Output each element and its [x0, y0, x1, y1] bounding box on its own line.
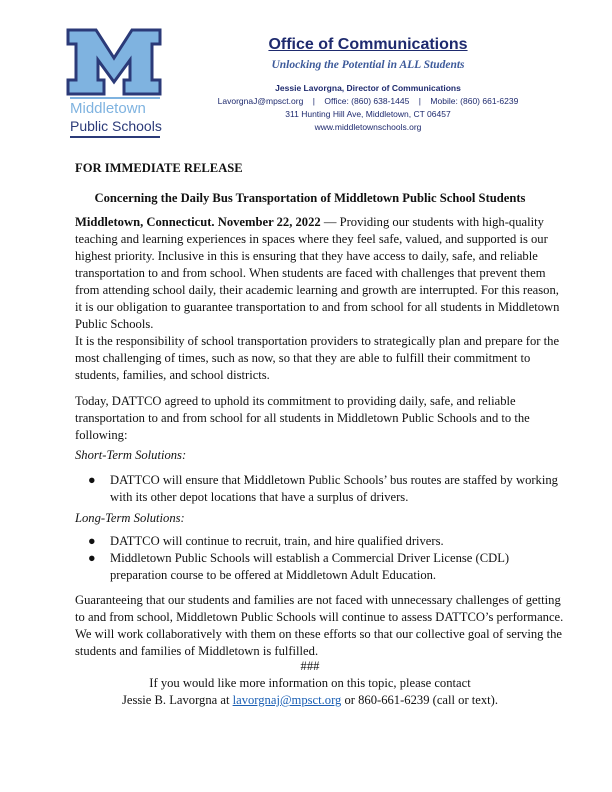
- text-line: students, families, and school districts.: [75, 368, 270, 382]
- text-line: following:: [75, 428, 128, 442]
- office-title: Office of Communications: [268, 36, 468, 53]
- logo-text-middletown: Middletown: [70, 100, 146, 117]
- text-line: Today, DATTCO agreed to uphold its commitment to providing daily, safe, and reliable: [75, 394, 516, 408]
- bullet-item: [88, 533, 548, 550]
- text-line: transportation to and from school. When students are faced with challenges that prevent them: [75, 266, 546, 280]
- paragraph-1: [75, 214, 560, 333]
- text-line: students and families of Middletown is fulfilled.: [75, 644, 319, 658]
- contact-line: LavorgnaJ@mpsct.org | Office: (860) 638-1445 | Mobile: (860) 661-6239: [217, 96, 519, 106]
- bullet-item: [88, 550, 548, 584]
- contact-invite: If you would like more information on this topic, please contact: [149, 676, 471, 690]
- text: or 860-661-6239 (call or text).: [341, 693, 499, 707]
- text-line: from attending school daily, their academic learning and growth are interrupted. For this reason,: [75, 283, 559, 297]
- tagline: Unlocking the Potential in ALL Students: [271, 59, 465, 71]
- dateline: Middletown, Connecticut. November 22, 2022: [75, 215, 321, 229]
- text-line: most challenging of times, such as now, so that they are able to fulfill their commitment to: [75, 351, 531, 365]
- email-link[interactable]: lavorgnaj@mpsct.org: [232, 693, 342, 707]
- director-name: Jessie Lavorgna, Director of Communications: [275, 83, 461, 93]
- text-line: transportation to and from school for all students in Middletown Public Schools and to the: [75, 411, 530, 425]
- website: www.middletownschools.org: [314, 122, 422, 132]
- text-line: highest priority. Inclusive in this is ensuring that they have access to daily, safe, and reliable: [75, 249, 538, 263]
- end-marks: ###: [300, 659, 320, 673]
- paragraph-3: [75, 393, 555, 444]
- paragraph-4: [75, 592, 564, 660]
- text-line: We will work collaboratively with them on these efforts so that our collective goal of serving the: [75, 627, 562, 641]
- long-term-heading: Long-Term Solutions:: [75, 511, 185, 525]
- text-line: Public Schools.: [75, 317, 154, 331]
- text-line: DATTCO will continue to recruit, train, and hire qualified drivers.: [110, 534, 444, 548]
- logo-m-icon: [66, 28, 162, 96]
- paragraph-2: [75, 333, 560, 384]
- bullet-icon: ●: [88, 551, 96, 565]
- logo-text-public-schools: Public Schools: [70, 118, 162, 134]
- bullet-icon: ●: [88, 473, 96, 487]
- text-line: to and from school, Middletown Public Schools will continue to assess DATTCO’s performance.: [75, 610, 564, 624]
- text-line: Middletown Public Schools will establish a Commercial Driver License (CDL): [110, 551, 510, 565]
- short-term-heading: Short-Term Solutions:: [75, 448, 187, 462]
- text-line: preparation course to be offered at Middletown Adult Education.: [110, 568, 437, 582]
- logo-underline: [70, 136, 160, 138]
- text-line: teaching and learning experiences in spaces where they feel safe, valued, and supported is our: [75, 232, 548, 246]
- text-line: it is our obligation to guarantee transportation to and from school for all students in Middletown: [75, 300, 560, 314]
- bullet-item: [88, 472, 558, 506]
- text-line: — Providing our students with high-quality: [320, 215, 544, 229]
- text-line: It is the responsibility of school transportation providers to strategically plan and prepare for the: [75, 334, 560, 348]
- headline: Concerning the Daily Bus Transportation of Middletown Public School Students: [94, 191, 526, 205]
- text-line: with its other depot locations that have a surplus of drivers.: [110, 490, 409, 504]
- text-line: Guaranteeing that our students and families are not faced with unnecessary challenges of getting: [75, 593, 561, 607]
- address: 311 Hunting Hill Ave, Middletown, CT 06457: [285, 109, 451, 119]
- text-line: DATTCO will ensure that Middletown Public Schools’ bus routes are staffed by working: [110, 473, 558, 487]
- logo-divider: [70, 97, 160, 99]
- bullet-icon: ●: [88, 534, 96, 548]
- text: Jessie B. Lavorgna at: [121, 693, 233, 707]
- contact-line-final: [60, 692, 560, 709]
- closing: [60, 658, 560, 709]
- release-label: FOR IMMEDIATE RELEASE: [75, 161, 243, 175]
